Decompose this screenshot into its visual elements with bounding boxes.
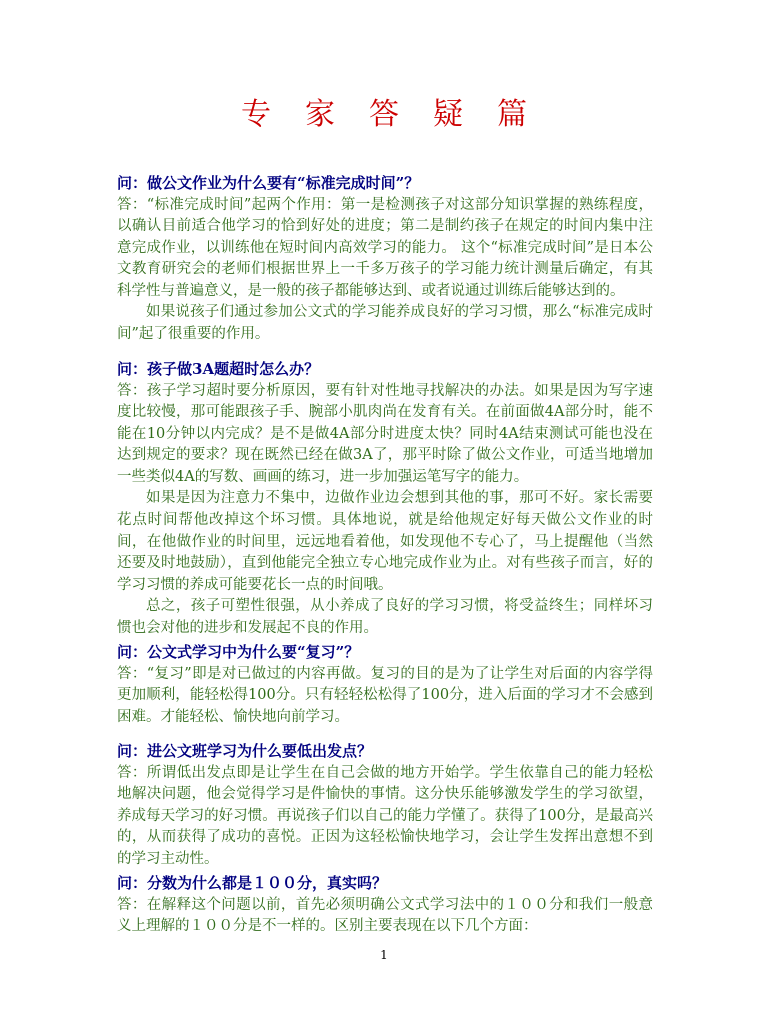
answer-paragraph: 如果说孩子们通过参加公文式的学习能养成良好的学习习惯，那么“标准完成时间”起了很重要的作用。 xyxy=(117,304,653,343)
answer-paragraph: 答：在解释这个问题以前，首先必须明确公文式学习法中的１００分和我们一般意义上理解的１００分是不一样的。区别主要表现在以下几个方面： xyxy=(117,896,653,935)
question-heading: 问：做公文作业为什么要有“标准完成时间”？ xyxy=(117,174,420,192)
answer-paragraph: 答：孩子学习超时要分析原因，要有针对性地寻找解决的办法。如果是因为写字速度比较慢，那可能跟孩子手、腕部小肌肉尚在发育有关。在前面做4A部分时，能不能在10分钟以内完成？是不是做4A部分时进度太快？同时4A结束测试可能也没在达到规定的要求？现在既然已经在做3A了，那平时除了做公文作业，可适当地增加一些类似4A的写数、画画的练习，进一步加强运笔写字的能力。 xyxy=(117,382,653,485)
answer-paragraph: 答：所谓低出发点即是让学生在自己会做的地方开始学。学生依靠自己的能力轻松地解决问题，他会觉得学习是件愉快的事情。这分快乐能够激发学生的学习欲望，养成每天学习的好习惯。再说孩子们以自己的能力学懂了。获得了100分，是最高兴的，从而获得了成功的喜悦。正因为这轻松愉快地学习，会让学生发挥出意想不到的学习主动性。 xyxy=(117,764,653,867)
page-title: 专家答疑篇 xyxy=(241,97,561,132)
answer-paragraph: 答：“标准完成时间”起两个作用：第一是检测孩子对这部分知识掌握的熟练程度，以确认目前适合他学习的恰到好处的进度；第二是制约孩子在规定的时间内集中注意完成作业，以训练他在短时间内高效学习的能力。 这个“标准完成时间”是日本公文教育研究会的老师们根据世界上一千多万孩子的学习能力统计测量后确定，有其科学性与普遍意义，是一般的孩子都能够达到、或者说通过训练后能够达到的。 xyxy=(117,196,653,299)
qa-section-1 xyxy=(117,173,653,346)
answer-body xyxy=(117,664,653,729)
question-heading: 问：孩子做3A题超时怎么办？ xyxy=(117,360,320,378)
page-number: 1 xyxy=(380,948,388,962)
answer-body xyxy=(117,195,653,346)
question-heading: 问：进公文班学习为什么要低出发点？ xyxy=(117,742,373,760)
answer-body xyxy=(117,895,653,938)
answer-body xyxy=(117,763,653,871)
answer-paragraph: 总之，孩子可塑性很强，从小养成了良好的学习习惯，将受益终生；同样坏习惯也会对他的进步和发展起不良的作用。 xyxy=(117,598,653,637)
qa-section-2 xyxy=(117,359,653,640)
qa-section-3 xyxy=(117,642,653,728)
qa-section-5 xyxy=(117,873,653,938)
question-heading: 问：分数为什么都是１００分，真实吗？ xyxy=(117,874,388,892)
answer-paragraph: 如果是因为注意力不集中，边做作业边会想到其他的事，那可不好。家长需要花点时间帮他改掉这个坏习惯。具体地说，就是给他规定好每天做公文作业的时间，在他做作业的时间里，远远地看着他，如发现他不专心了，马上提醒他（当然还要及时地鼓励），直到他能完全独立专心地完成作业为止。对有些孩子而言，好的学习习惯的养成可能要花长一点的时间哦。 xyxy=(117,490,653,593)
qa-section-4 xyxy=(117,741,653,870)
question-heading: 问：公文式学习中为什么要“复习”？ xyxy=(117,643,360,661)
answer-body xyxy=(117,381,653,640)
answer-paragraph: 答：“复习”即是对已做过的内容再做。复习的目的是为了让学生对后面的内容学得更加顺利，能轻松得100分。只有轻轻松松得了100分，进入后面的学习才不会感到困难。才能轻松、愉快地向前学习。 xyxy=(117,665,653,725)
